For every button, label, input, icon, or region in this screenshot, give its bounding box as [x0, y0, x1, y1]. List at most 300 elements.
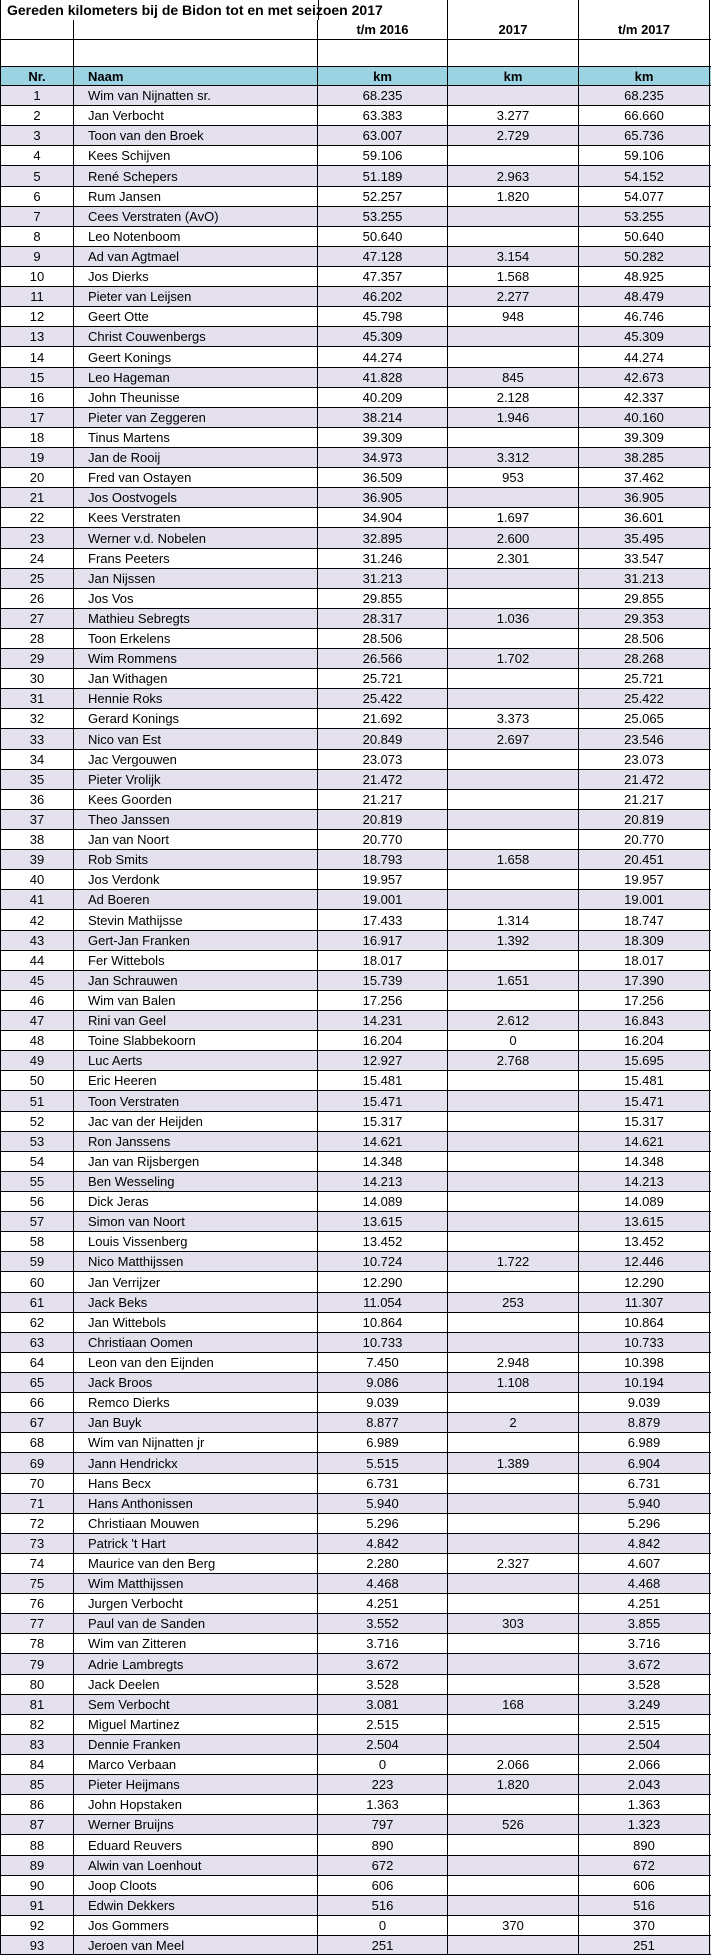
row-km-2016: 40.209 — [318, 388, 448, 407]
table-row — [0, 1554, 711, 1574]
row-km-total: 3.249 — [579, 1695, 710, 1714]
row-nr: 20 — [0, 468, 74, 487]
table-row — [0, 327, 711, 347]
blank-cell-2 — [318, 40, 448, 66]
row-nr: 70 — [0, 1474, 74, 1493]
row-nr: 7 — [0, 207, 74, 226]
row-nr: 27 — [0, 609, 74, 628]
row-km-2017 — [448, 890, 579, 909]
row-nr: 39 — [0, 850, 74, 869]
row-nr: 42 — [0, 910, 74, 930]
row-km-2017: 2.612 — [448, 1011, 579, 1030]
row-km-2017: 2.948 — [448, 1353, 579, 1372]
row-km-2016: 19.001 — [318, 890, 448, 909]
col-header-naam: Naam — [74, 67, 318, 85]
row-naam: Hans Becx — [74, 1474, 318, 1493]
row-km-2016: 6.731 — [318, 1474, 448, 1493]
row-km-total: 672 — [579, 1856, 710, 1875]
row-km-2016: 20.819 — [318, 810, 448, 829]
row-km-total: 39.309 — [579, 428, 710, 447]
table-row — [0, 1373, 711, 1393]
row-nr: 2 — [0, 106, 74, 125]
row-nr: 29 — [0, 649, 74, 668]
row-naam: Pieter Vrolijk — [74, 770, 318, 789]
table-row — [0, 1172, 711, 1192]
row-km-total: 17.256 — [579, 991, 710, 1010]
table-row — [0, 488, 711, 508]
row-km-2016: 7.450 — [318, 1353, 448, 1372]
row-km-2016: 14.621 — [318, 1132, 448, 1151]
period-tm-2016: t/m 2016 — [318, 20, 448, 39]
table-row — [0, 287, 711, 307]
row-naam: Jack Deelen — [74, 1675, 318, 1694]
row-km-2017: 2.697 — [448, 729, 579, 749]
row-km-2016: 6.989 — [318, 1433, 448, 1452]
table-row — [0, 609, 711, 629]
row-km-total: 14.621 — [579, 1132, 710, 1151]
row-km-2016: 63.383 — [318, 106, 448, 125]
table-row — [0, 1634, 711, 1654]
row-naam: Leon van den Eijnden — [74, 1353, 318, 1372]
row-km-2017 — [448, 1876, 579, 1895]
row-km-total: 2.043 — [579, 1775, 710, 1794]
row-km-2016: 41.828 — [318, 368, 448, 387]
title-cell-3 — [448, 0, 579, 20]
row-km-total: 54.152 — [579, 166, 710, 186]
row-naam: Christ Couwenbergs — [74, 327, 318, 346]
row-naam: Jurgen Verbocht — [74, 1594, 318, 1613]
row-km-total: 4.842 — [579, 1534, 710, 1553]
title-row — [0, 0, 711, 20]
row-km-2016: 53.255 — [318, 207, 448, 226]
row-naam: Jan Buyk — [74, 1413, 318, 1432]
row-km-total: 17.390 — [579, 971, 710, 990]
row-nr: 30 — [0, 669, 74, 688]
table-row — [0, 1152, 711, 1172]
row-km-2016: 3.528 — [318, 1675, 448, 1694]
table-row — [0, 1011, 711, 1031]
row-naam: Jan Wittebols — [74, 1313, 318, 1332]
table-row — [0, 1594, 711, 1614]
row-naam: Fred van Ostayen — [74, 468, 318, 487]
table-row — [0, 368, 711, 388]
row-nr: 49 — [0, 1051, 74, 1070]
row-km-total: 20.451 — [579, 850, 710, 869]
row-naam: Nico van Est — [74, 729, 318, 749]
row-km-2016: 21.692 — [318, 709, 448, 728]
row-km-2017: 2.729 — [448, 126, 579, 145]
row-km-total: 44.274 — [579, 347, 710, 367]
row-km-2016: 25.422 — [318, 689, 448, 708]
row-naam: Pieter van Leijsen — [74, 287, 318, 306]
row-km-total: 23.073 — [579, 750, 710, 769]
period-tm-2017: t/m 2017 — [579, 20, 710, 39]
row-km-total: 16.204 — [579, 1031, 710, 1050]
row-nr: 31 — [0, 689, 74, 708]
row-naam: Jan van Noort — [74, 830, 318, 849]
row-naam: Rini van Geel — [74, 1011, 318, 1030]
row-km-2016: 50.640 — [318, 227, 448, 246]
row-km-2016: 9.039 — [318, 1393, 448, 1412]
row-naam: Ron Janssens — [74, 1132, 318, 1151]
row-naam: Jan Nijssen — [74, 569, 318, 588]
table-row — [0, 1252, 711, 1272]
row-nr: 55 — [0, 1172, 74, 1191]
row-nr: 41 — [0, 890, 74, 909]
table-row — [0, 1031, 711, 1051]
table-row — [0, 187, 711, 207]
row-km-total: 45.309 — [579, 327, 710, 346]
row-nr: 82 — [0, 1715, 74, 1734]
row-km-2016: 5.515 — [318, 1453, 448, 1473]
row-km-2016: 21.217 — [318, 790, 448, 809]
table-row — [0, 1775, 711, 1795]
row-naam: Jos Gommers — [74, 1916, 318, 1935]
table-row — [0, 1313, 711, 1333]
row-km-total: 18.747 — [579, 910, 710, 930]
row-km-2016: 2.280 — [318, 1554, 448, 1573]
table-row — [0, 508, 711, 528]
row-km-total: 4.468 — [579, 1574, 710, 1593]
row-km-2016: 51.189 — [318, 166, 448, 186]
table-row — [0, 810, 711, 830]
row-nr: 50 — [0, 1071, 74, 1090]
row-naam: Toon Erkelens — [74, 629, 318, 648]
row-km-2016: 26.566 — [318, 649, 448, 668]
row-naam: Maurice van den Berg — [74, 1554, 318, 1573]
row-nr: 24 — [0, 549, 74, 568]
row-naam: Wim van Nijnatten sr. — [74, 86, 318, 105]
row-km-2016: 10.864 — [318, 1313, 448, 1332]
table-row — [0, 1433, 711, 1453]
col-header-km-total: km — [579, 67, 710, 85]
row-nr: 14 — [0, 347, 74, 367]
row-km-2017 — [448, 1232, 579, 1251]
row-km-2017: 1.946 — [448, 408, 579, 427]
row-km-2016: 18.793 — [318, 850, 448, 869]
row-nr: 89 — [0, 1856, 74, 1875]
table-row — [0, 1534, 711, 1554]
row-naam: Wim van Zitteren — [74, 1634, 318, 1653]
row-nr: 37 — [0, 810, 74, 829]
row-km-2016: 516 — [318, 1896, 448, 1915]
row-km-2016: 10.733 — [318, 1333, 448, 1352]
row-km-2017 — [448, 327, 579, 346]
table-row — [0, 649, 711, 669]
row-km-2017 — [448, 1896, 579, 1915]
table-row — [0, 991, 711, 1011]
table-row — [0, 146, 711, 166]
row-naam: Ad van Agtmael — [74, 247, 318, 266]
row-km-2017 — [448, 1835, 579, 1855]
row-km-2016: 14.231 — [318, 1011, 448, 1030]
row-km-2017 — [448, 1795, 579, 1814]
table-row — [0, 1514, 711, 1534]
row-naam: John Theunisse — [74, 388, 318, 407]
row-km-total: 251 — [579, 1936, 710, 1954]
row-km-total: 21.217 — [579, 790, 710, 809]
row-nr: 58 — [0, 1232, 74, 1251]
row-naam: Christiaan Oomen — [74, 1333, 318, 1352]
row-km-2017 — [448, 991, 579, 1010]
row-km-2016: 36.905 — [318, 488, 448, 507]
row-naam: Louis Vissenberg — [74, 1232, 318, 1251]
title-cell-2 — [318, 0, 448, 20]
row-nr: 46 — [0, 991, 74, 1010]
row-naam: Fer Wittebols — [74, 951, 318, 970]
row-naam: Patrick 't Hart — [74, 1534, 318, 1553]
row-nr: 61 — [0, 1293, 74, 1312]
row-km-2016: 0 — [318, 1755, 448, 1774]
row-km-2017 — [448, 86, 579, 105]
row-km-total: 16.843 — [579, 1011, 710, 1030]
row-km-total: 20.770 — [579, 830, 710, 849]
row-nr: 83 — [0, 1735, 74, 1754]
row-km-2016: 47.128 — [318, 247, 448, 266]
row-nr: 40 — [0, 870, 74, 889]
row-km-2016: 15.317 — [318, 1112, 448, 1131]
row-km-total: 25.721 — [579, 669, 710, 688]
row-nr: 34 — [0, 750, 74, 769]
row-km-2017 — [448, 1393, 579, 1412]
row-km-2016: 12.290 — [318, 1272, 448, 1292]
table-row — [0, 166, 711, 187]
row-km-2017: 2.600 — [448, 528, 579, 548]
row-naam: Frans Peeters — [74, 549, 318, 568]
sub-cell-1 — [74, 20, 318, 39]
row-km-2017: 3.154 — [448, 247, 579, 266]
row-km-2016: 3.081 — [318, 1695, 448, 1714]
row-km-2017: 1.389 — [448, 1453, 579, 1473]
sheet-title — [0, 0, 383, 20]
row-km-2016: 47.357 — [318, 267, 448, 286]
row-km-2017: 1.820 — [448, 1775, 579, 1794]
row-nr: 78 — [0, 1634, 74, 1653]
table-row — [0, 1675, 711, 1695]
row-naam: Hennie Roks — [74, 689, 318, 708]
row-naam: Ad Boeren — [74, 890, 318, 909]
row-nr: 92 — [0, 1916, 74, 1935]
row-km-total: 606 — [579, 1876, 710, 1895]
row-km-2017 — [448, 750, 579, 769]
row-km-2016: 17.256 — [318, 991, 448, 1010]
row-nr: 12 — [0, 307, 74, 326]
row-km-2017: 1.036 — [448, 609, 579, 628]
row-km-total: 12.446 — [579, 1252, 710, 1271]
row-km-total: 3.716 — [579, 1634, 710, 1653]
row-km-2017 — [448, 1433, 579, 1452]
row-km-total: 14.089 — [579, 1192, 710, 1211]
row-km-2017: 1.108 — [448, 1373, 579, 1392]
table-row — [0, 1293, 711, 1313]
row-km-2017: 1.697 — [448, 508, 579, 527]
row-km-2016: 2.504 — [318, 1735, 448, 1754]
row-km-2016: 45.309 — [318, 327, 448, 346]
row-km-2017 — [448, 1313, 579, 1332]
row-km-total: 23.546 — [579, 729, 710, 749]
row-km-2017: 2 — [448, 1413, 579, 1432]
row-nr: 38 — [0, 830, 74, 849]
row-naam: Geert Konings — [74, 347, 318, 367]
table-row — [0, 1494, 711, 1514]
row-nr: 63 — [0, 1333, 74, 1352]
blank-cell-3 — [448, 40, 579, 66]
row-naam: Jan de Rooij — [74, 448, 318, 467]
row-naam: Jan Schrauwen — [74, 971, 318, 990]
table-row — [0, 549, 711, 569]
row-km-total: 15.481 — [579, 1071, 710, 1090]
row-naam: Cees Verstraten (AvO) — [74, 207, 318, 226]
row-naam: John Hopstaken — [74, 1795, 318, 1814]
row-nr: 5 — [0, 166, 74, 186]
row-km-2017 — [448, 1494, 579, 1513]
row-km-total: 6.904 — [579, 1453, 710, 1473]
row-km-2016: 251 — [318, 1936, 448, 1954]
row-km-total: 46.746 — [579, 307, 710, 326]
row-km-2016: 14.348 — [318, 1152, 448, 1171]
row-km-total: 890 — [579, 1835, 710, 1855]
row-km-2017 — [448, 790, 579, 809]
row-nr: 18 — [0, 428, 74, 447]
row-nr: 66 — [0, 1393, 74, 1412]
row-km-2017 — [448, 810, 579, 829]
row-km-total: 1.323 — [579, 1815, 710, 1834]
row-km-total: 4.607 — [579, 1554, 710, 1573]
row-km-2016: 29.855 — [318, 589, 448, 608]
table-row — [0, 247, 711, 267]
row-naam: Jos Dierks — [74, 267, 318, 286]
table-row — [0, 307, 711, 327]
row-km-2016: 223 — [318, 1775, 448, 1794]
row-km-total: 10.733 — [579, 1333, 710, 1352]
row-km-2016: 19.957 — [318, 870, 448, 889]
row-km-total: 2.504 — [579, 1735, 710, 1754]
row-km-total: 48.479 — [579, 287, 710, 306]
row-km-2017: 2.327 — [448, 1554, 579, 1573]
row-km-total: 13.452 — [579, 1232, 710, 1251]
row-naam: Rob Smits — [74, 850, 318, 869]
row-km-2017: 1.314 — [448, 910, 579, 930]
row-naam: Miguel Martinez — [74, 1715, 318, 1734]
row-km-2016: 14.213 — [318, 1172, 448, 1191]
row-km-2017: 3.312 — [448, 448, 579, 467]
row-km-2016: 12.927 — [318, 1051, 448, 1070]
row-naam: Alwin van Loenhout — [74, 1856, 318, 1875]
row-km-2016: 23.073 — [318, 750, 448, 769]
row-km-total: 36.601 — [579, 508, 710, 527]
row-km-2017 — [448, 1534, 579, 1553]
row-naam: Kees Schijven — [74, 146, 318, 165]
row-nr: 91 — [0, 1896, 74, 1915]
table-row — [0, 1574, 711, 1594]
row-nr: 32 — [0, 709, 74, 728]
row-nr: 86 — [0, 1795, 74, 1814]
row-km-2016: 3.552 — [318, 1614, 448, 1633]
row-km-2017: 253 — [448, 1293, 579, 1312]
table-row — [0, 1695, 711, 1715]
row-km-2016: 34.973 — [318, 448, 448, 467]
row-km-total: 25.422 — [579, 689, 710, 708]
row-km-total: 1.363 — [579, 1795, 710, 1814]
row-km-total: 14.348 — [579, 1152, 710, 1171]
table-row — [0, 1132, 711, 1152]
row-km-total: 68.235 — [579, 86, 710, 105]
row-naam: Marco Verbaan — [74, 1755, 318, 1774]
row-naam: Jac Vergouwen — [74, 750, 318, 769]
row-naam: Tinus Martens — [74, 428, 318, 447]
row-nr: 51 — [0, 1091, 74, 1111]
table-row — [0, 629, 711, 649]
row-km-2017: 953 — [448, 468, 579, 487]
row-km-2017: 3.373 — [448, 709, 579, 728]
row-nr: 69 — [0, 1453, 74, 1473]
row-km-2017 — [448, 629, 579, 648]
row-km-total: 15.317 — [579, 1112, 710, 1131]
row-nr: 62 — [0, 1313, 74, 1332]
table-row — [0, 468, 711, 488]
row-km-2017: 1.651 — [448, 971, 579, 990]
table-row — [0, 850, 711, 870]
row-km-2017: 526 — [448, 1815, 579, 1834]
row-naam: Toon van den Broek — [74, 126, 318, 145]
row-nr: 93 — [0, 1936, 74, 1954]
row-nr: 64 — [0, 1353, 74, 1372]
row-nr: 45 — [0, 971, 74, 990]
row-km-total: 53.255 — [579, 207, 710, 226]
row-km-2016: 36.509 — [318, 468, 448, 487]
row-km-2017 — [448, 951, 579, 970]
row-km-2016: 28.506 — [318, 629, 448, 648]
row-naam: Rum Jansen — [74, 187, 318, 206]
row-nr: 85 — [0, 1775, 74, 1794]
row-km-total: 19.957 — [579, 870, 710, 889]
row-naam: Remco Dierks — [74, 1393, 318, 1412]
column-header-row — [0, 66, 711, 86]
row-km-2016: 31.246 — [318, 549, 448, 568]
row-km-2017 — [448, 227, 579, 246]
row-naam: Geert Otte — [74, 307, 318, 326]
row-km-total: 18.309 — [579, 931, 710, 950]
row-naam: Kees Goorden — [74, 790, 318, 809]
table-row — [0, 729, 711, 750]
table-row — [0, 1614, 711, 1634]
table-row — [0, 870, 711, 890]
row-km-2017: 948 — [448, 307, 579, 326]
row-km-2017 — [448, 1071, 579, 1090]
row-km-2016: 14.089 — [318, 1192, 448, 1211]
sub-cell-0 — [0, 20, 74, 39]
row-nr: 33 — [0, 729, 74, 749]
row-km-2016: 18.017 — [318, 951, 448, 970]
row-nr: 22 — [0, 508, 74, 527]
row-km-2016: 5.940 — [318, 1494, 448, 1513]
row-naam: Werner Bruijns — [74, 1815, 318, 1834]
row-naam: Leo Hageman — [74, 368, 318, 387]
table-row — [0, 890, 711, 910]
row-km-total: 2.515 — [579, 1715, 710, 1734]
row-km-2017 — [448, 689, 579, 708]
row-km-total: 14.213 — [579, 1172, 710, 1191]
row-naam: Jan Withagen — [74, 669, 318, 688]
blank-cell-1 — [74, 40, 318, 66]
title-cell-4 — [579, 0, 710, 20]
blank-row — [0, 40, 711, 66]
row-km-2017 — [448, 770, 579, 789]
row-km-2016: 13.615 — [318, 1212, 448, 1231]
row-naam: Jos Oostvogels — [74, 488, 318, 507]
col-header-km-2016: km — [318, 67, 448, 85]
row-km-2017 — [448, 1132, 579, 1151]
